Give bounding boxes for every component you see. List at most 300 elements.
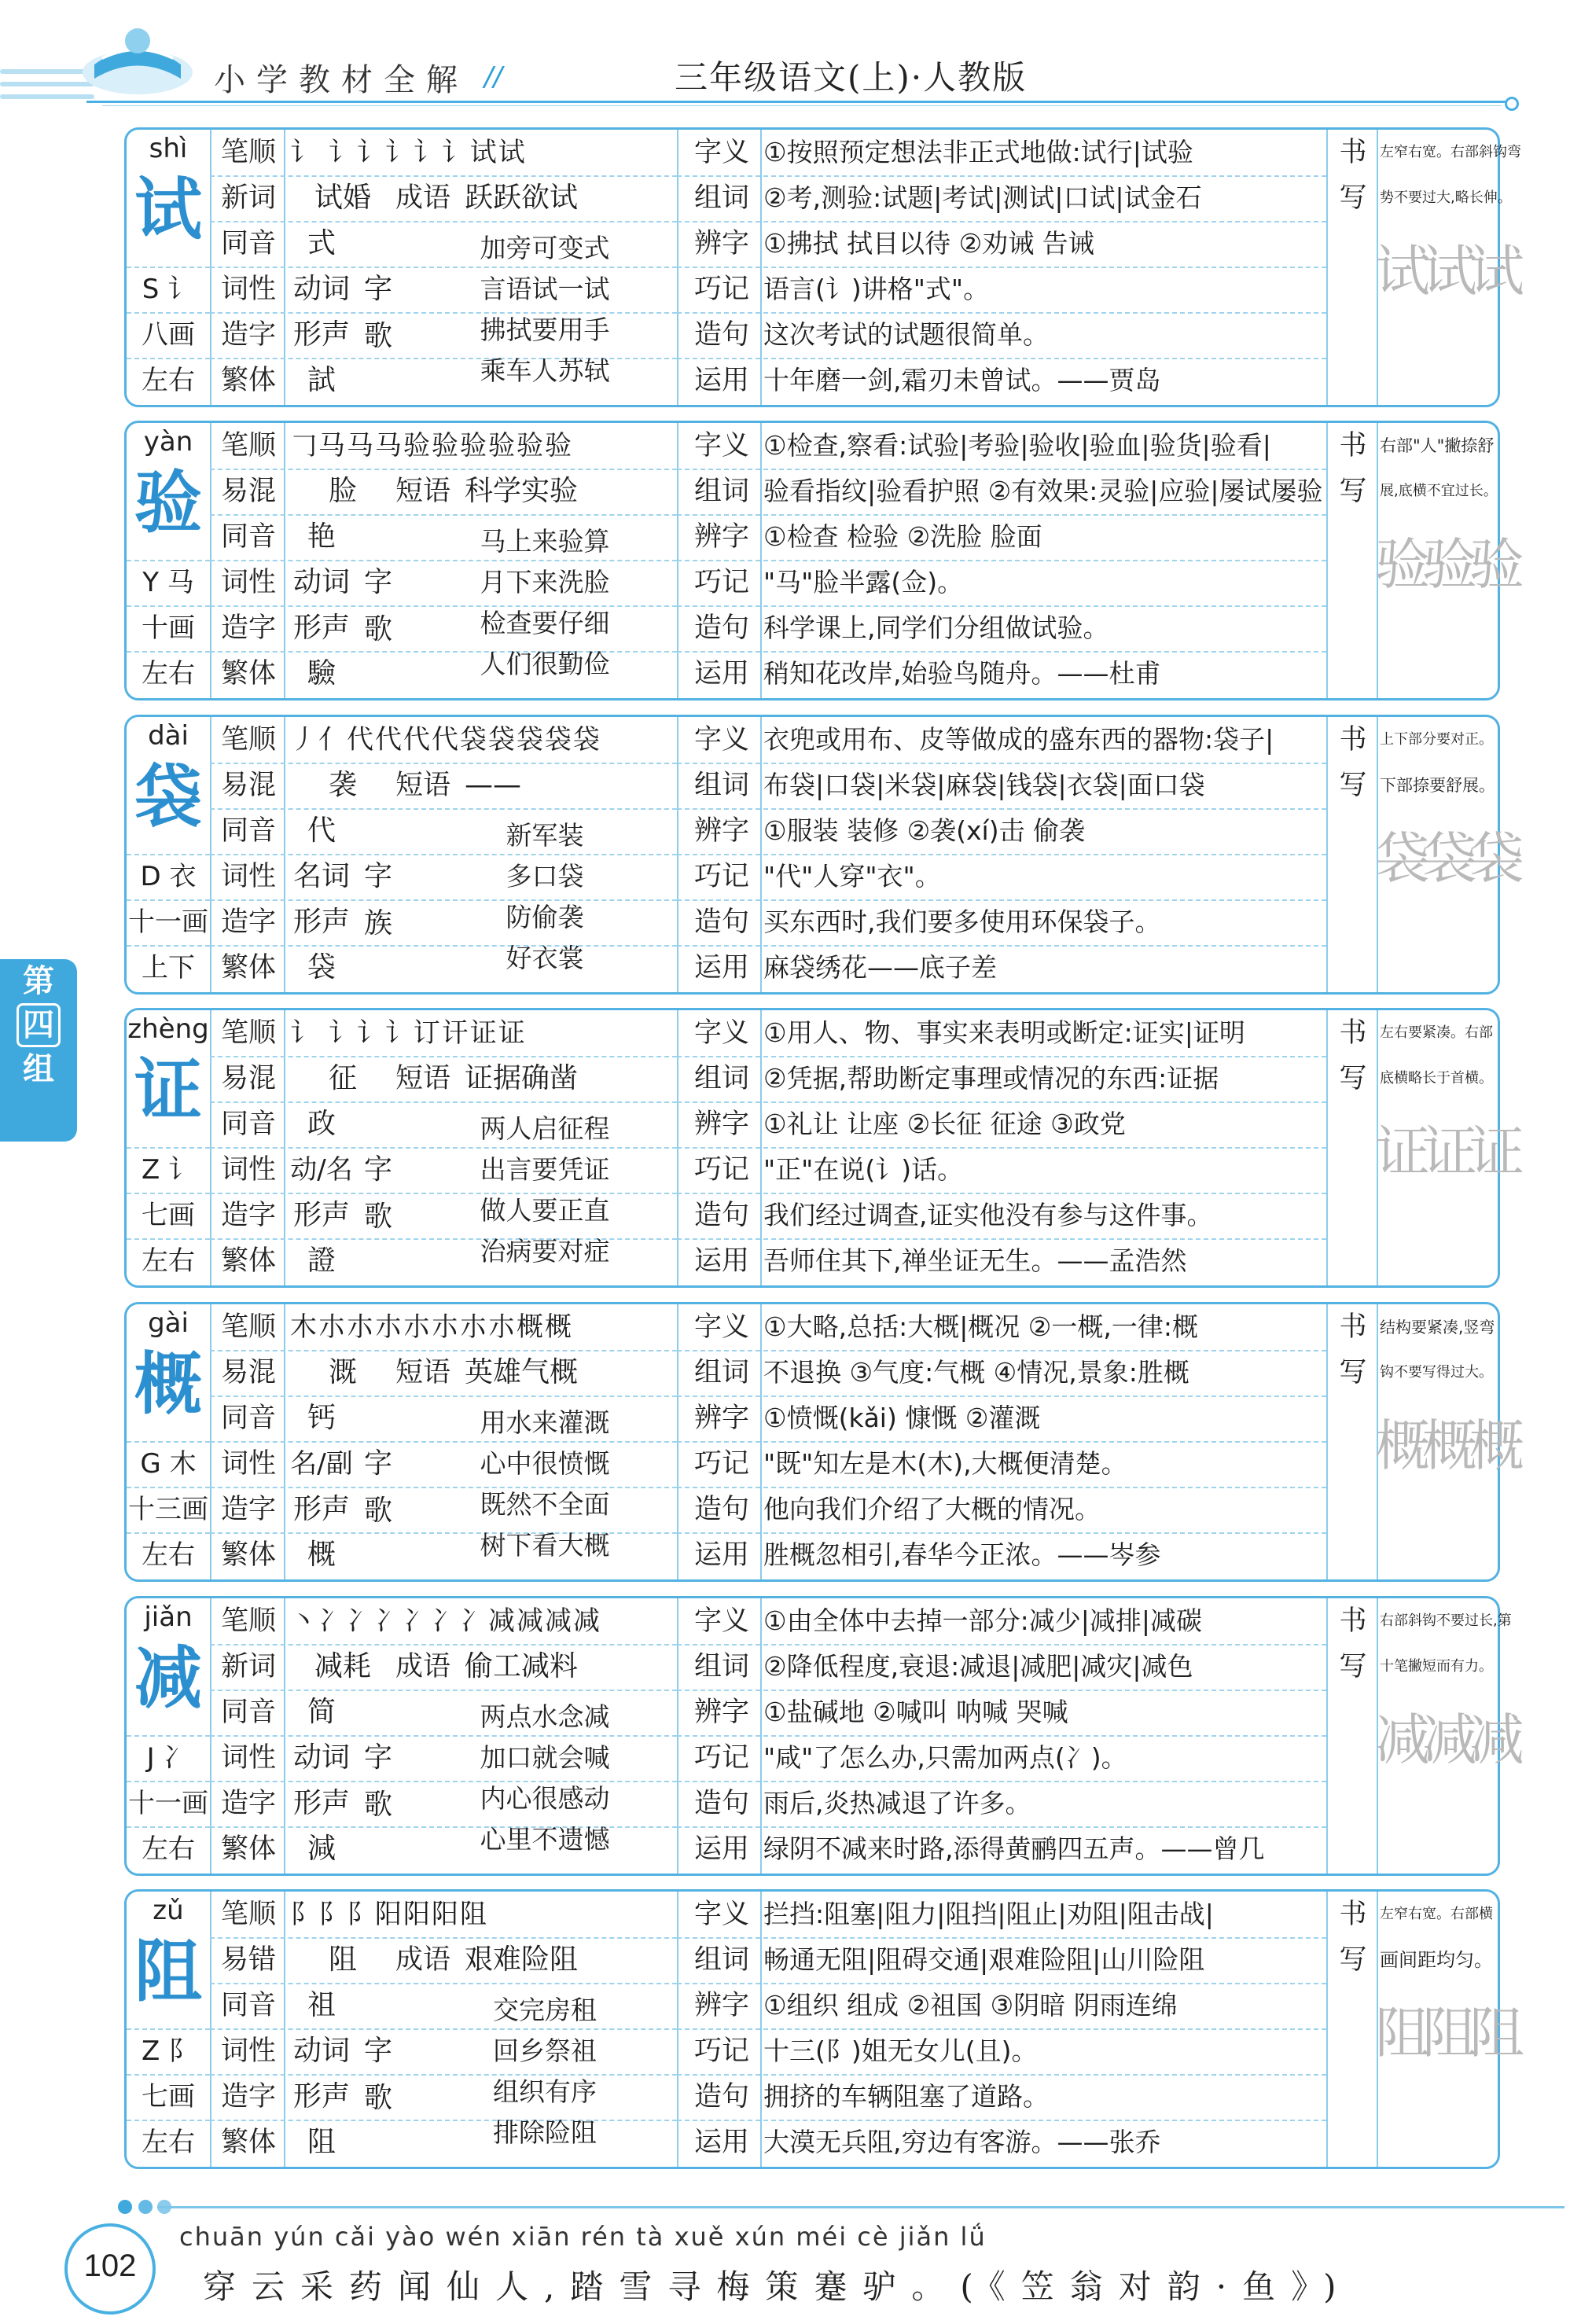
bianzi-text: ①组织 组成 ②祖国 ③阴暗 阴雨连绵 [763,1990,1178,2021]
label-shu: 书 [1339,1605,1367,1637]
fanti-value: 驗 [307,657,336,689]
label-bianzi: 辨字 [693,815,749,847]
label-bianzi: 辨字 [693,228,749,259]
yunyong-text: 十年磨一剑,霜刃未曾试。——贾岛 [763,365,1161,395]
writing-tip-line-1: 左窄右宽。右部斜钩弯 [1380,144,1521,160]
verse-line: 新军装 [506,820,584,851]
label-tongyin: 同音 [220,1109,276,1140]
qiaoji-text: "咸"了怎么办,只需加两点(冫)。 [763,1742,1127,1773]
label-row2b: 成语 [395,1944,450,1976]
writing-tip-line-2: 钩不要写得过大。 [1380,1364,1493,1381]
char-pinyin: gài [148,1307,189,1339]
page-number: 102 [83,2249,137,2283]
verse-label-2: 歌 [363,320,392,352]
zaozi-value: 形声 [292,1493,350,1525]
zuci-text: 验看指纹|验看护照 ②有效果:灵验|应验|屡试屡验 [763,476,1323,506]
label-shu: 书 [1339,1017,1367,1049]
label-bianzi: 辨字 [693,1109,749,1140]
label-row2b: 短语 [395,476,450,507]
verse-line: 回乡祭祖 [493,2035,597,2066]
main-character: 试 [134,170,202,249]
char-structure: 左右 [142,2127,195,2158]
writing-tip-line-2: 画间距均匀。 [1380,1949,1493,1971]
label-ziyi: 字义 [693,724,749,756]
zaozi-value: 形声 [292,1199,350,1231]
label-tongyin: 同音 [220,521,276,553]
main-character: 证 [134,1050,202,1130]
zaoju-text: 科学课上,同学们分组做试验。 [763,612,1109,643]
verse-label-2: 歌 [363,613,392,645]
label-zuci: 组词 [693,182,749,214]
label-qiaoji: 巧记 [693,1742,749,1774]
char-radical: D 衣 [140,861,197,892]
tracing-character: 试 [1375,239,1430,303]
verse-label-1: 字 [363,1741,392,1774]
label-bishun: 笔顺 [220,430,276,461]
char-entry [124,1302,1524,1582]
label-yunyong: 运用 [693,1833,749,1865]
label-row2: 易错 [220,1944,276,1976]
main-character: 阻 [134,1932,202,2011]
label-yunyong: 运用 [693,2127,749,2158]
row2-value: 溉 [328,1356,357,1388]
tracing-character: 验 [1469,532,1524,597]
label-fanti: 繁体 [220,658,276,689]
row2b-value: 科学实验 [465,475,579,507]
label-qiaoji: 巧记 [693,1448,749,1480]
qiaoji-text: "既"知左是木(木),大概便清楚。 [763,1448,1127,1479]
poem-pinyin: chuān yún cǎi yào wén xiān rén tà xuě xún méi cè jiǎn lǘ [179,2222,987,2252]
fanti-value: 證 [307,1245,336,1277]
tracing-character: 证 [1375,1120,1430,1184]
tracing-character: 减 [1422,1708,1477,1772]
row2-value: 试婚 [314,182,371,214]
cixing-value: 动/名 [290,1154,353,1186]
label-cixing: 词性 [220,2035,276,2067]
label-zaoju: 造句 [693,319,749,351]
main-character: 减 [134,1638,202,1718]
row2-value: 袭 [328,769,357,801]
stroke-order: 阝阝阝阳阳阳阻 [290,1899,488,1930]
poem-line: 穿云采药闻仙人,踏雪寻梅策蹇驴。(《笠翁对韵·鱼》) [203,2267,1352,2306]
stroke-order: 𠃌马马马验验验验验验 [290,430,573,461]
series-slash: // [484,61,502,93]
label-ziyi: 字义 [693,1605,749,1637]
verse-line: 多口袋 [506,861,584,892]
verse-label-1: 字 [363,1447,392,1480]
bianzi-text: ①检查 检验 ②洗脸 脸面 [763,521,1042,552]
bianzi-text: ①服装 装修 ②袭(xí)击 偷袭 [763,815,1086,846]
grade-title: 三年级语文(上)·人教版 [675,58,1028,97]
label-cixing: 词性 [220,1742,276,1774]
verse-label-1: 字 [363,273,392,305]
header-rule-dot [1505,97,1519,111]
label-zuci: 组词 [693,770,749,801]
verse-line: 内心很感动 [480,1783,610,1814]
label-xie: 写 [1339,770,1367,801]
cixing-value: 动词 [292,566,350,598]
writing-tip-line-1: 左右要紧凑。右部 [1380,1024,1493,1041]
verse-line: 两人启征程 [480,1113,610,1144]
tongyin-value: 简 [307,1696,336,1728]
label-xie: 写 [1339,182,1367,214]
char-strokes: 八画 [142,319,195,351]
fanti-value: 袋 [307,951,336,984]
yunyong-text: 麻袋绣花——底子差 [763,952,997,983]
zuci-text: ②考,测验:试题|考试|测试|口试|试金石 [763,182,1202,213]
char-radical: G 木 [140,1448,197,1480]
cixing-value: 名/副 [290,1448,353,1480]
label-xie: 写 [1339,1944,1367,1976]
tracing-character: 试 [1422,239,1477,303]
writing-tip-line-1: 右部"人"撇捺舒 [1380,436,1495,455]
zaoju-text: 我们经过调查,证实他没有参与这件事。 [763,1200,1213,1230]
label-bishun: 笔顺 [220,137,276,168]
tracing-character: 袋 [1375,826,1430,891]
footer-rule [157,2206,1564,2208]
zaoju-text: 拥挤的车辆阻塞了道路。 [763,2081,1049,2112]
char-entry [124,1008,1524,1288]
tongyin-value: 代 [307,815,336,847]
tracing-character: 证 [1422,1120,1477,1184]
char-radical: Y 马 [142,567,194,598]
char-structure: 左右 [142,1833,195,1865]
writing-tip-line-2: 展,底横不宜过长。 [1380,483,1498,499]
zuci-text: ②降低程度,衰退:减退|减肥|减灾|减色 [763,1651,1193,1682]
page-header [0,0,1581,110]
row2b-value: 证据确凿 [465,1062,579,1094]
main-character: 概 [134,1344,202,1424]
verse-line: 马上来验算 [480,526,610,557]
label-ziyi: 字义 [693,1017,749,1049]
label-bishun: 笔顺 [220,1605,276,1637]
label-bishun: 笔顺 [220,724,276,756]
writing-tip-line-2: 底横略长于首横。 [1380,1070,1493,1087]
tracing-character: 阻 [1469,2001,1524,2065]
verse-label-2: 歌 [363,1201,392,1233]
char-pinyin: zhèng [127,1013,209,1045]
label-bishun: 笔顺 [220,1311,276,1343]
label-ziyi: 字义 [693,1899,749,1930]
verse-line: 排除险阻 [493,2117,597,2148]
verse-line: 检查要仔细 [480,608,610,638]
tracing-character: 证 [1469,1120,1524,1184]
zaoju-text: 雨后,炎热减退了许多。 [763,1788,1031,1818]
label-shu: 书 [1339,430,1367,461]
zuci-text: ②凭据,帮助断定事理或情况的东西:证据 [763,1063,1219,1094]
label-yunyong: 运用 [693,1539,749,1571]
verse-label-2: 歌 [363,1495,392,1527]
label-bianzi: 辨字 [693,1990,749,2021]
char-pinyin: shì [149,133,188,164]
label-yunyong: 运用 [693,658,749,689]
label-row2: 易混 [220,1063,276,1094]
char-pinyin: yàn [143,426,193,458]
tongyin-value: 钙 [307,1402,336,1434]
label-qiaoji: 巧记 [693,1154,749,1186]
zaozi-value: 形声 [292,906,350,938]
zaoju-text: 这次考试的试题很简单。 [763,319,1049,350]
fanti-value: 試 [307,364,336,396]
label-yunyong: 运用 [693,1245,749,1277]
verse-line: 人们很勤俭 [480,649,610,679]
label-tongyin: 同音 [220,228,276,259]
main-character: 验 [134,463,202,542]
main-character: 袋 [134,757,202,837]
writing-tip-line-1: 上下部分要对正。 [1380,731,1493,748]
verse-line: 言语试一试 [480,274,610,304]
row2-value: 减耗 [314,1650,371,1682]
verse-line: 交完房租 [493,1995,597,2025]
label-zuci: 组词 [693,1063,749,1094]
tracing-character: 概 [1422,1414,1477,1478]
verse-label-1: 字 [363,2035,392,2067]
label-row2b: 短语 [395,770,450,801]
label-bishun: 笔顺 [220,1017,276,1049]
verse-line: 心里不遗憾 [480,1824,610,1855]
tongyin-value: 式 [307,227,336,259]
label-zaozi: 造字 [220,2081,276,2113]
char-structure: 左右 [142,658,195,689]
stroke-order: 丿亻代代代代袋袋袋袋袋 [290,724,601,756]
verse-line: 既然不全面 [480,1489,610,1520]
label-fanti: 繁体 [220,1539,276,1571]
label-row2b: 短语 [395,1063,450,1094]
char-entry [124,421,1524,701]
ziyi-text: 拦挡:阻塞|阻力|阻挡|阻止|劝阻|阻击战| [763,1899,1214,1929]
cixing-value: 动词 [292,1741,350,1774]
label-tongyin: 同音 [220,1403,276,1434]
row2b-value: —— [465,769,521,801]
label-zaoju: 造句 [693,1200,749,1231]
char-pinyin: jiǎn [144,1601,193,1633]
verse-line: 治病要对症 [480,1236,610,1267]
verse-line: 加口就会喊 [480,1742,610,1773]
verse-line: 防偷袭 [506,902,584,932]
label-yunyong: 运用 [693,952,749,984]
label-zuci: 组词 [693,1944,749,1976]
char-strokes: 十一画 [128,1788,208,1819]
label-zaozi: 造字 [220,906,276,938]
label-qiaoji: 巧记 [693,861,749,892]
label-cixing: 词性 [220,567,276,598]
verse-label-2: 族 [363,907,392,940]
label-ziyi: 字义 [693,1311,749,1343]
verse-label-1: 字 [363,566,392,598]
label-cixing: 词性 [220,861,276,892]
ziyi-text: ①由全体中去掉一部分:减少|减排|减碳 [763,1605,1202,1636]
label-bianzi: 辨字 [693,1697,749,1728]
char-strokes: 七画 [142,1200,195,1231]
writing-tip-line-1: 左窄右宽。右部横 [1380,1906,1493,1922]
label-zaozi: 造字 [220,1494,276,1525]
verse-line: 两点水念减 [480,1701,610,1732]
char-structure: 左右 [142,1539,195,1571]
bianzi-text: ①愤慨(kǎi) 慷慨 ②灌溉 [763,1403,1041,1433]
tongyin-value: 政 [307,1108,336,1140]
char-strokes: 十三画 [128,1494,208,1525]
qiaoji-text: 语言(讠)讲格"式"。 [763,274,990,304]
char-strokes: 十画 [142,612,195,644]
fanti-value: 阻 [307,2126,336,2158]
verse-line: 用水来灌溉 [480,1407,610,1438]
tracing-character: 阻 [1375,2001,1430,2065]
label-xie: 写 [1339,476,1367,507]
label-qiaoji: 巧记 [693,567,749,598]
label-xie: 写 [1339,1357,1367,1388]
yunyong-text: 绿阴不减来时路,添得黄鹂四五声。——曾几 [763,1833,1265,1864]
label-row2b: 成语 [395,1651,450,1682]
row2-value: 征 [328,1062,357,1094]
bianzi-text: ①拂拭 拭目以待 ②劝诫 告诫 [763,228,1094,259]
stroke-order: 讠 讠讠讠讠讠试试 [290,137,527,168]
unit-side-tab: 第 四 组 [0,959,77,1142]
qiaoji-text: "正"在说(讠)话。 [763,1154,964,1185]
ziyi-text: ①用人、物、事实来表明或断定:证实|证明 [763,1017,1245,1048]
label-cixing: 词性 [220,1154,276,1186]
label-zuci: 组词 [693,1357,749,1388]
label-row2: 新词 [220,1651,276,1682]
row2b-value: 跃跃欲试 [465,182,579,214]
verse-line: 出言要凭证 [480,1154,610,1185]
book-logo-icon [79,17,197,99]
cixing-value: 动词 [292,2035,350,2067]
verse-label-1: 字 [363,860,392,892]
char-structure: 左右 [142,1245,195,1277]
verse-line: 好衣裳 [506,943,584,973]
tracing-character: 袋 [1422,826,1477,891]
yunyong-text: 吾师住其下,禅坐证无生。——孟浩然 [763,1245,1187,1276]
label-qiaoji: 巧记 [693,274,749,305]
verse-line: 月下来洗脸 [480,567,610,598]
cixing-value: 名词 [292,860,350,892]
verse-label-1: 字 [363,1153,392,1186]
label-zaoju: 造句 [693,612,749,644]
zuci-text: 布袋|口袋|米袋|麻袋|钱袋|衣袋|面口袋 [763,770,1205,800]
verse-line: 乘车人苏轼 [480,355,610,386]
fanti-value: 減 [307,1833,336,1865]
label-zaoju: 造句 [693,906,749,938]
label-fanti: 繁体 [220,952,276,984]
label-zaoju: 造句 [693,1788,749,1819]
char-entry [124,715,1524,995]
char-strokes: 十一画 [128,906,208,938]
yunyong-text: 大漠无兵阻,穷边有客游。——张乔 [763,2127,1161,2157]
label-row2: 易混 [220,1357,276,1388]
writing-tip-line-2: 下部捺要舒展。 [1380,776,1495,795]
label-shu: 书 [1339,137,1367,168]
ziyi-text: ①检查,察看:试验|考验|验收|验血|验货|验看| [763,430,1271,461]
tongyin-value: 祖 [307,1989,336,2021]
zaoju-text: 买东西时,我们要多使用环保袋子。 [763,906,1161,937]
label-row2: 易混 [220,476,276,507]
tracing-character: 验 [1375,532,1430,597]
label-shu: 书 [1339,724,1367,756]
char-pinyin: zǔ [153,1895,184,1926]
stroke-order: 讠 讠讠讠订讦证证 [290,1017,527,1049]
ziyi-text: ①按照预定想法非正式地做:试行|试验 [763,137,1193,167]
row2-value: 阻 [328,1943,357,1976]
zaozi-value: 形声 [292,2080,350,2113]
tracing-character: 减 [1375,1708,1430,1772]
stroke-order: 木朩朩朩朩朩朩朩概概 [290,1311,573,1343]
verse-label-2: 歌 [363,2082,392,2114]
label-zaozi: 造字 [220,1200,276,1231]
label-cixing: 词性 [220,274,276,305]
label-zaozi: 造字 [220,612,276,644]
char-entry [124,1889,1524,2169]
label-row2: 新词 [220,182,276,214]
char-entry [124,127,1524,407]
label-row2b: 短语 [395,1357,450,1388]
label-shu: 书 [1339,1311,1367,1343]
label-bianzi: 辨字 [693,521,749,553]
char-pinyin: dài [148,720,189,752]
label-fanti: 繁体 [220,2127,276,2158]
tracing-character: 阻 [1422,2001,1477,2065]
label-bishun: 笔顺 [220,1899,276,1930]
char-entry [124,1596,1524,1876]
tracing-character: 概 [1375,1414,1430,1478]
qiaoji-text: "代"人穿"衣"。 [763,861,941,892]
zaozi-value: 形声 [292,1787,350,1819]
label-qiaoji: 巧记 [693,2035,749,2067]
qiaoji-text: 十三(阝)姐无女儿(且)。 [763,2035,1038,2066]
verse-line: 加旁可变式 [480,233,610,263]
writing-tip-line-2: 势不要过大,略长伸。 [1380,189,1512,206]
verse-line: 树下看大概 [480,1530,610,1561]
label-fanti: 繁体 [220,365,276,396]
zuci-text: 不退换 ③气度:气概 ④情况,景象:胜概 [763,1357,1189,1388]
label-zuci: 组词 [693,1651,749,1682]
label-zaozi: 造字 [220,319,276,351]
label-ziyi: 字义 [693,430,749,461]
bianzi-text: ①盐碱地 ②喊叫 呐喊 哭喊 [763,1697,1068,1727]
label-tongyin: 同音 [220,1697,276,1728]
label-zaozi: 造字 [220,1788,276,1819]
tracing-character: 袋 [1469,826,1524,891]
char-radical: Z 阝 [141,2035,196,2067]
row2b-value: 偷工减料 [465,1650,579,1682]
tracing-character: 减 [1469,1708,1524,1772]
label-fanti: 繁体 [220,1833,276,1865]
tongyin-value: 艳 [307,520,336,553]
char-radical: S 讠 [142,274,195,305]
label-fanti: 繁体 [220,1245,276,1277]
verse-line: 组织有序 [493,2076,597,2107]
row2b-value: 英雄气概 [465,1356,579,1388]
writing-tip-line-1: 结构要紧凑,竖弯 [1380,1318,1495,1337]
cixing-value: 动词 [292,273,350,305]
label-tongyin: 同音 [220,1990,276,2021]
series-title: 小学教材全解 [214,62,469,98]
zuci-text: 畅通无阻|阻碍交通|艰难险阻|山川险阻 [763,1944,1205,1975]
label-tongyin: 同音 [220,815,276,847]
verse-label-2: 歌 [363,1789,392,1821]
char-structure: 上下 [142,952,195,984]
char-structure: 左右 [142,365,195,396]
label-zaoju: 造句 [693,2081,749,2113]
label-zaoju: 造句 [693,1494,749,1525]
label-cixing: 词性 [220,1448,276,1480]
char-radical: J 冫 [146,1742,190,1774]
verse-line: 心中很愤慨 [480,1448,610,1479]
tracing-character: 概 [1469,1414,1524,1478]
ziyi-text: 衣兜或用布、皮等做成的盛东西的器物:袋子| [763,724,1274,755]
page-footer [0,2186,1581,2324]
label-zuci: 组词 [693,476,749,507]
char-strokes: 七画 [142,2081,195,2113]
